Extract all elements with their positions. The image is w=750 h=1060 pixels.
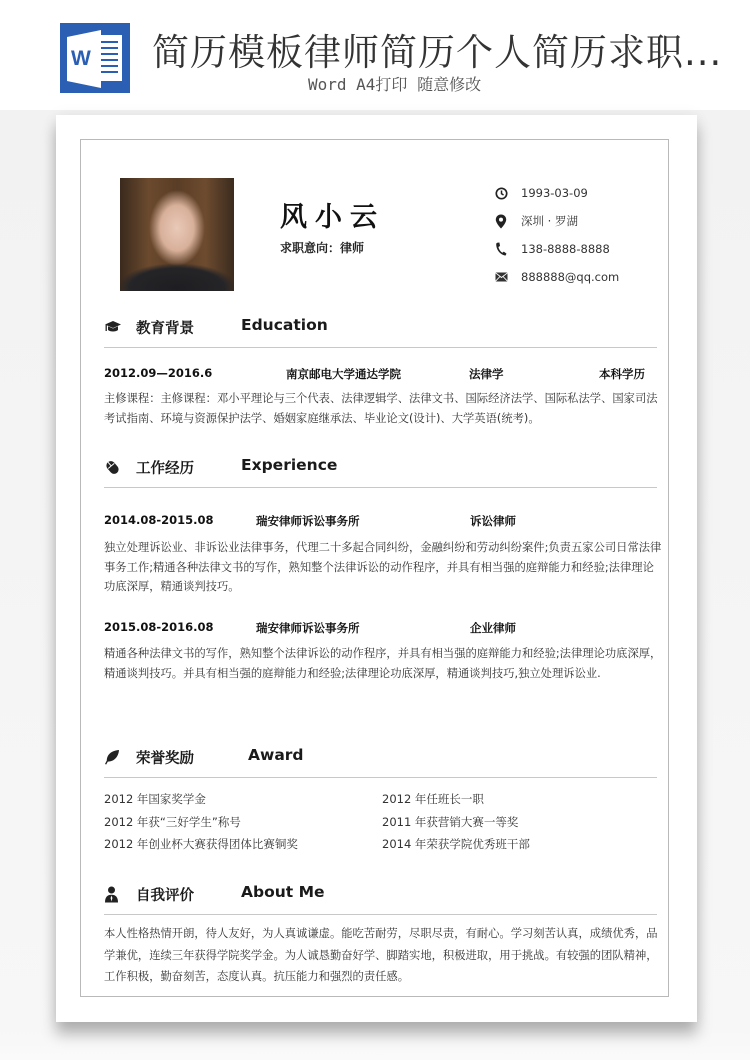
job-1-description: 独立处理诉讼业、非诉讼业法律事务，代理二十多起合同纠纷，金融纠纷和劳动纠纷案件;负责五家公司日常法律事务工作;精通各种法律文书的写作，熟知整个法律诉讼的动作程序，并具有相当强的庭辩能力和经验;法律理论功底深厚，精通谈判技巧。 (104, 541, 662, 593)
portrait-photo (120, 178, 234, 291)
section-education-header: 教育背景 Education (104, 313, 657, 348)
contact-phone: 138-8888-8888 (494, 235, 619, 263)
education-courses: 主修课程：主修课程：邓小平理论与三个代表、法律逻辑学、法律文书、国际经济法学、国际私法学、国家司法考试指南、环境与资源保护法学、婚姻家庭继承法、毕业论文(设计)、大学英语(统考)。 (104, 392, 658, 425)
job-2-description: 精通各种法律文书的写作，熟知整个法律诉讼的动作程序，并具有相当强的庭辩能力和经验;法律理论功底深厚，精通谈判技巧。并具有相当强的庭辩能力和经验;法律理论功底深厚，精通谈判技巧,独立处理诉讼业. (104, 647, 662, 680)
contact-birthdate: 1993-03-09 (494, 179, 619, 207)
envelope-icon (494, 270, 508, 284)
job-2-role: 企业律师 (470, 621, 516, 635)
contact-list (494, 179, 619, 291)
education-degree: 本科学历 (599, 367, 645, 381)
award-item: 2012 年任班长一职 (382, 792, 484, 806)
resume-page (56, 115, 697, 1022)
document-subtitle: Word A4打印 随意修改 (308, 75, 482, 94)
contact-email: 888888@qq.com (494, 263, 619, 291)
person-icon (104, 886, 122, 904)
graduation-cap-icon (104, 319, 122, 337)
section-experience-header: 工作经历 Experience (104, 453, 657, 488)
mouse-icon (104, 459, 122, 477)
document-title: 简历模板律师简历个人简历求职... (152, 31, 723, 74)
contact-location: 深圳 · 罗湖 (494, 207, 619, 235)
award-item: 2014 年荣获学院优秀班干部 (382, 837, 530, 851)
location-pin-icon (494, 214, 508, 228)
phone-icon (494, 242, 508, 256)
education-major: 法律学 (469, 367, 504, 381)
job-1-company: 瑞安律师诉讼事务所 (256, 514, 360, 528)
award-item: 2011 年获营销大赛一等奖 (382, 815, 519, 829)
job-2-company: 瑞安律师诉讼事务所 (256, 621, 360, 635)
award-item: 2012 年国家奖学金 (104, 792, 206, 806)
clock-icon (494, 186, 508, 200)
job-1-role: 诉讼律师 (470, 514, 516, 528)
award-item: 2012 年创业杯大赛获得团体比赛铜奖 (104, 837, 298, 851)
leaf-icon (104, 749, 122, 767)
education-school: 南京邮电大学通达学院 (286, 367, 401, 381)
banner (0, 0, 750, 110)
job-intent: 求职意向：律师 (280, 241, 365, 255)
job-2-period: 2015.08-2016.08 (104, 620, 214, 634)
education-period: 2012.09—2016.6 (104, 366, 213, 380)
award-item: 2012 年获“三好学生”称号 (104, 815, 241, 829)
word-icon (60, 23, 130, 93)
about-text: 本人性格热情开朗，待人友好，为人真诚谦虚。能吃苦耐劳，尽职尽责，有耐心。学习刻苦认真，成绩优秀，品学兼优，连续三年获得学院奖学金。为人诚恳勤奋好学、脚踏实地，积极进取，用于挑战。有较强的团队精神，工作积极，勤奋刻苦，态度认真。抗压能力和强烈的责任感。 (104, 927, 658, 983)
candidate-name: 风小云 (280, 202, 385, 233)
word-letter: W (71, 47, 91, 70)
job-1-period: 2014.08-2015.08 (104, 513, 214, 527)
section-about-header: 自我评价 About Me (104, 880, 657, 915)
section-awards-header: 荣誉奖励 Award (104, 743, 657, 778)
